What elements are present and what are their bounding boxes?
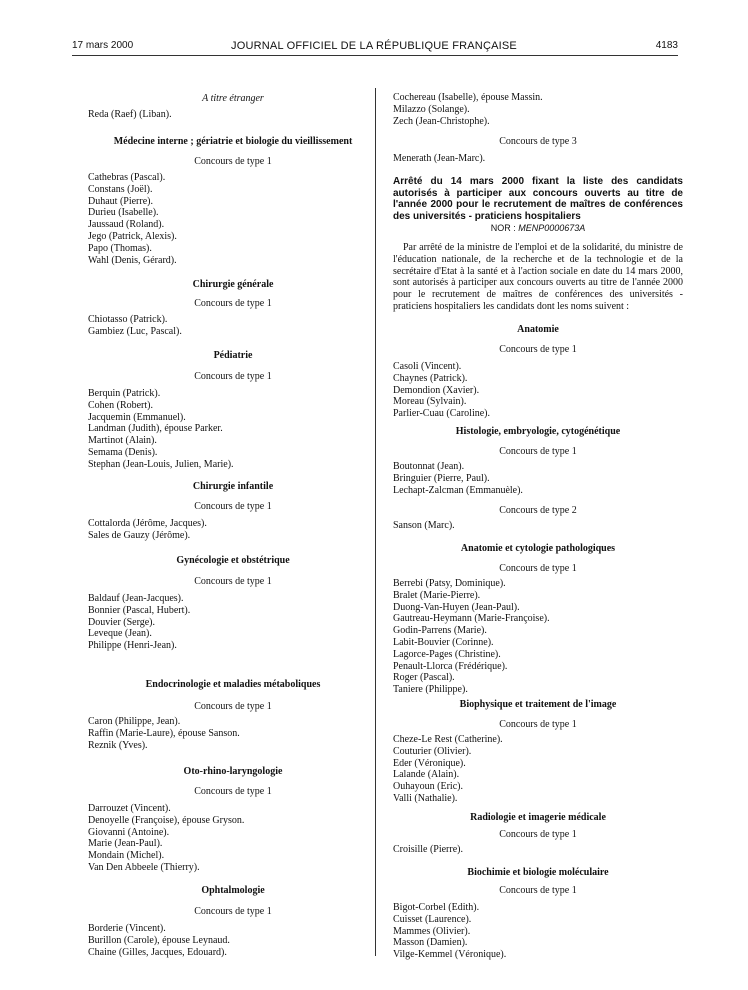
list-item: Cochereau (Isabelle), épouse Massin. <box>393 92 543 103</box>
list-item: Bringuier (Pierre, Paul). <box>393 472 490 484</box>
list-item: Borderie (Vincent). <box>88 923 166 934</box>
name-list <box>88 314 378 338</box>
name-list <box>88 803 378 874</box>
section-title: Biophysique et traitement de l'image <box>459 699 617 710</box>
page-header <box>0 40 748 56</box>
list-item: Moreau (Sylvain). <box>393 396 467 408</box>
section-title: Gynécologie et obstétrique <box>176 555 290 566</box>
concours-label: Concours de type 1 <box>499 563 577 574</box>
list-item: Chaynes (Patrick). <box>393 372 468 384</box>
etranger-name: Reda (Raef) (Liban). <box>88 109 172 120</box>
list-item: Gambiez (Luc, Pascal). <box>88 325 182 337</box>
nor-line <box>393 223 683 235</box>
list-item: Chaine (Gilles, Jacques, Edouard). <box>88 946 227 958</box>
header-rule <box>72 55 678 56</box>
nor-label: NOR : <box>490 223 516 233</box>
list-item: Van Den Abbeele (Thierry). <box>88 861 200 873</box>
concours-label: Concours de type 1 <box>499 344 577 355</box>
list-item: Denoyelle (Françoise), épouse Gryson. <box>88 814 245 826</box>
list-item: Lechapt-Zalcman (Emmanuèle). <box>393 484 523 496</box>
header-date: 17 mars 2000 <box>72 40 134 51</box>
name-list <box>88 593 378 652</box>
list-item: Caron (Philippe, Jean). <box>88 716 181 727</box>
section-title: Radiologie et imagerie médicale <box>470 812 606 823</box>
list-item: Vilge-Kemmel (Véronique). <box>393 949 507 961</box>
section-title: Anatomie <box>517 324 559 335</box>
list-item: Gautreau-Heymann (Marie-Françoise). <box>393 613 550 625</box>
list-item: Masson (Damien). <box>393 937 468 949</box>
name-list <box>393 520 683 532</box>
name-list <box>393 734 683 805</box>
list-item: Darrouzet (Vincent). <box>88 803 171 814</box>
list-item: Landman (Judith), épouse Parker. <box>88 423 223 435</box>
name-list <box>393 902 683 961</box>
list-item: Sanson (Marc). <box>393 520 455 531</box>
list-item: Bigot-Corbel (Edith). <box>393 902 480 913</box>
list-item: Valli (Nathalie). <box>393 792 458 804</box>
header-page-number: 4183 <box>655 40 678 51</box>
concours-label: Concours de type 3 <box>499 136 577 147</box>
list-item: Reznik (Yves). <box>88 739 148 751</box>
list-item: Casoli (Vincent). <box>393 361 462 372</box>
concours-label: Concours de type 1 <box>194 298 272 309</box>
name-list <box>88 172 378 266</box>
list-item: Douvier (Serge). <box>88 616 156 628</box>
concours-label: Concours de type 1 <box>499 885 577 896</box>
list-item: Constans (Joël). <box>88 183 153 195</box>
list-item: Chiotasso (Patrick). <box>88 314 168 325</box>
nor-code: MENP0000673A <box>518 223 586 233</box>
name-list <box>393 153 683 165</box>
list-item: Cathebras (Pascal). <box>88 172 166 183</box>
intro-paragraph: Par arrêté de la ministre de l'emploi et de la solidarité, du ministre de l'éducation nationale, de la recherche et de la technologie et de la secrétaire d'Etat à la santé et à l'action sociale en date du 14 mars 2000, sont autorisés à participer aux concours ouverts au titre de l'année 2000 pour le recrutement de maîtres de conférences des universités - praticiens hospitaliers les candidats dont les noms suivent : <box>393 242 683 312</box>
list-item: Taniere (Philippe). <box>393 684 468 696</box>
section-title: Oto-rhino-laryngologie <box>183 766 283 777</box>
list-item: Jego (Patrick, Alexis). <box>88 230 177 242</box>
section-title: Pédiatrie <box>213 350 253 361</box>
list-item: Papo (Thomas). <box>88 242 152 254</box>
list-item: Cottalorda (Jérôme, Jacques). <box>88 518 207 529</box>
list-item: Philippe (Henri-Jean). <box>88 640 177 652</box>
arrete-title: Arrêté du 14 mars 2000 fixant la liste des candidats autorisés à participer aux concours ouverts au titre de l'année 2000 pour le recrutement de maîtres de conférences des universités - praticiens hospitaliers <box>393 176 683 222</box>
concours-label: Concours de type 1 <box>194 906 272 917</box>
concours-label: Concours de type 1 <box>194 371 272 382</box>
name-list <box>88 923 378 958</box>
list-item: Giovanni (Antoine). <box>88 826 170 838</box>
list-item: Croisille (Pierre). <box>393 844 463 855</box>
list-item: Couturier (Olivier). <box>393 745 472 757</box>
concours-label: Concours de type 1 <box>194 576 272 587</box>
list-item: Martinot (Alain). <box>88 435 157 447</box>
list-item: Mammes (Olivier). <box>393 925 471 937</box>
etranger-label: A titre étranger <box>202 93 264 104</box>
list-item: Menerath (Jean-Marc). <box>393 153 486 164</box>
list-item: Labit-Bouvier (Corinne). <box>393 636 494 648</box>
list-item: Raffin (Marie-Laure), épouse Sanson. <box>88 727 240 739</box>
concours-label: Concours de type 1 <box>499 829 577 840</box>
list-item: Jacquemin (Emmanuel). <box>88 411 186 423</box>
concours-label: Concours de type 2 <box>499 505 577 516</box>
concours-label: Concours de type 1 <box>194 501 272 512</box>
name-list <box>393 844 683 856</box>
list-item: Durieu (Isabelle). <box>88 207 159 219</box>
list-item: Zech (Jean-Christophe). <box>393 115 490 127</box>
list-item: Godin-Parrens (Marie). <box>393 625 487 637</box>
name-list <box>393 461 683 496</box>
list-item: Mondain (Michel). <box>88 850 165 862</box>
list-item: Lagorce-Pages (Christine). <box>393 648 501 660</box>
list-item: Cohen (Robert). <box>88 399 153 411</box>
list-item: Cheze-Le Rest (Catherine). <box>393 734 503 745</box>
name-list <box>88 518 378 542</box>
list-item: Bonnier (Pascal, Hubert). <box>88 604 191 616</box>
concours-label: Concours de type 1 <box>499 446 577 457</box>
list-item: Leveque (Jean). <box>88 628 152 640</box>
list-item: Stephan (Jean-Louis, Julien, Marie). <box>88 458 234 470</box>
list-item: Berquin (Patrick). <box>88 388 161 399</box>
list-item: Berrebi (Patsy, Dominique). <box>393 578 506 589</box>
section-title: Chirurgie infantile <box>192 481 274 492</box>
section-title: Anatomie et cytologie pathologiques <box>460 543 616 554</box>
list-item: Roger (Pascal). <box>393 672 455 684</box>
concours-label: Concours de type 1 <box>499 719 577 730</box>
list-item: Milazzo (Solange). <box>393 103 470 115</box>
list-item: Duhaut (Pierre). <box>88 195 153 207</box>
list-item: Semama (Denis). <box>88 446 158 458</box>
list-item: Lalande (Alain). <box>393 769 460 781</box>
list-item: Wahl (Denis, Gérard). <box>88 254 177 266</box>
list-item: Bralet (Marie-Pierre). <box>393 589 481 601</box>
list-item: Jaussaud (Roland). <box>88 219 165 231</box>
name-list <box>393 361 683 420</box>
list-item: Cuisset (Laurence). <box>393 913 472 925</box>
name-list <box>88 716 378 751</box>
section-title: Médecine interne ; gériatrie et biologie du vieillissement <box>113 136 353 147</box>
list-item: Boutonnat (Jean). <box>393 461 465 472</box>
concours-label: Concours de type 1 <box>194 156 272 167</box>
list-item: Eder (Véronique). <box>393 757 466 769</box>
section-title: Histologie, embryologie, cytogénétique <box>455 426 621 437</box>
list-item: Parlier-Cuau (Caroline). <box>393 408 490 420</box>
list-item: Ouhayoun (Eric). <box>393 781 463 793</box>
list-item: Duong-Van-Huyen (Jean-Paul). <box>393 601 520 613</box>
section-title: Chirurgie générale <box>192 279 274 290</box>
header-title: JOURNAL OFFICIEL DE LA RÉPUBLIQUE FRANÇAISE <box>231 40 517 52</box>
list-item: Sales de Gauzy (Jérôme). <box>88 529 191 541</box>
name-list <box>393 578 683 696</box>
section-title: Endocrinologie et maladies métaboliques <box>145 679 321 690</box>
list-item: Burillon (Carole), épouse Leynaud. <box>88 934 230 946</box>
section-title: Biochimie et biologie moléculaire <box>467 867 609 878</box>
list-item: Demondion (Xavier). <box>393 384 480 396</box>
concours-label: Concours de type 1 <box>194 701 272 712</box>
concours-label: Concours de type 1 <box>194 786 272 797</box>
list-item: Marie (Jean-Paul). <box>88 838 163 850</box>
name-list <box>88 388 378 471</box>
list-item: Baldauf (Jean-Jacques). <box>88 593 184 604</box>
section-title: Ophtalmologie <box>201 885 265 896</box>
name-list <box>393 92 683 127</box>
list-item: Penault-Llorca (Frédérique). <box>393 660 508 672</box>
